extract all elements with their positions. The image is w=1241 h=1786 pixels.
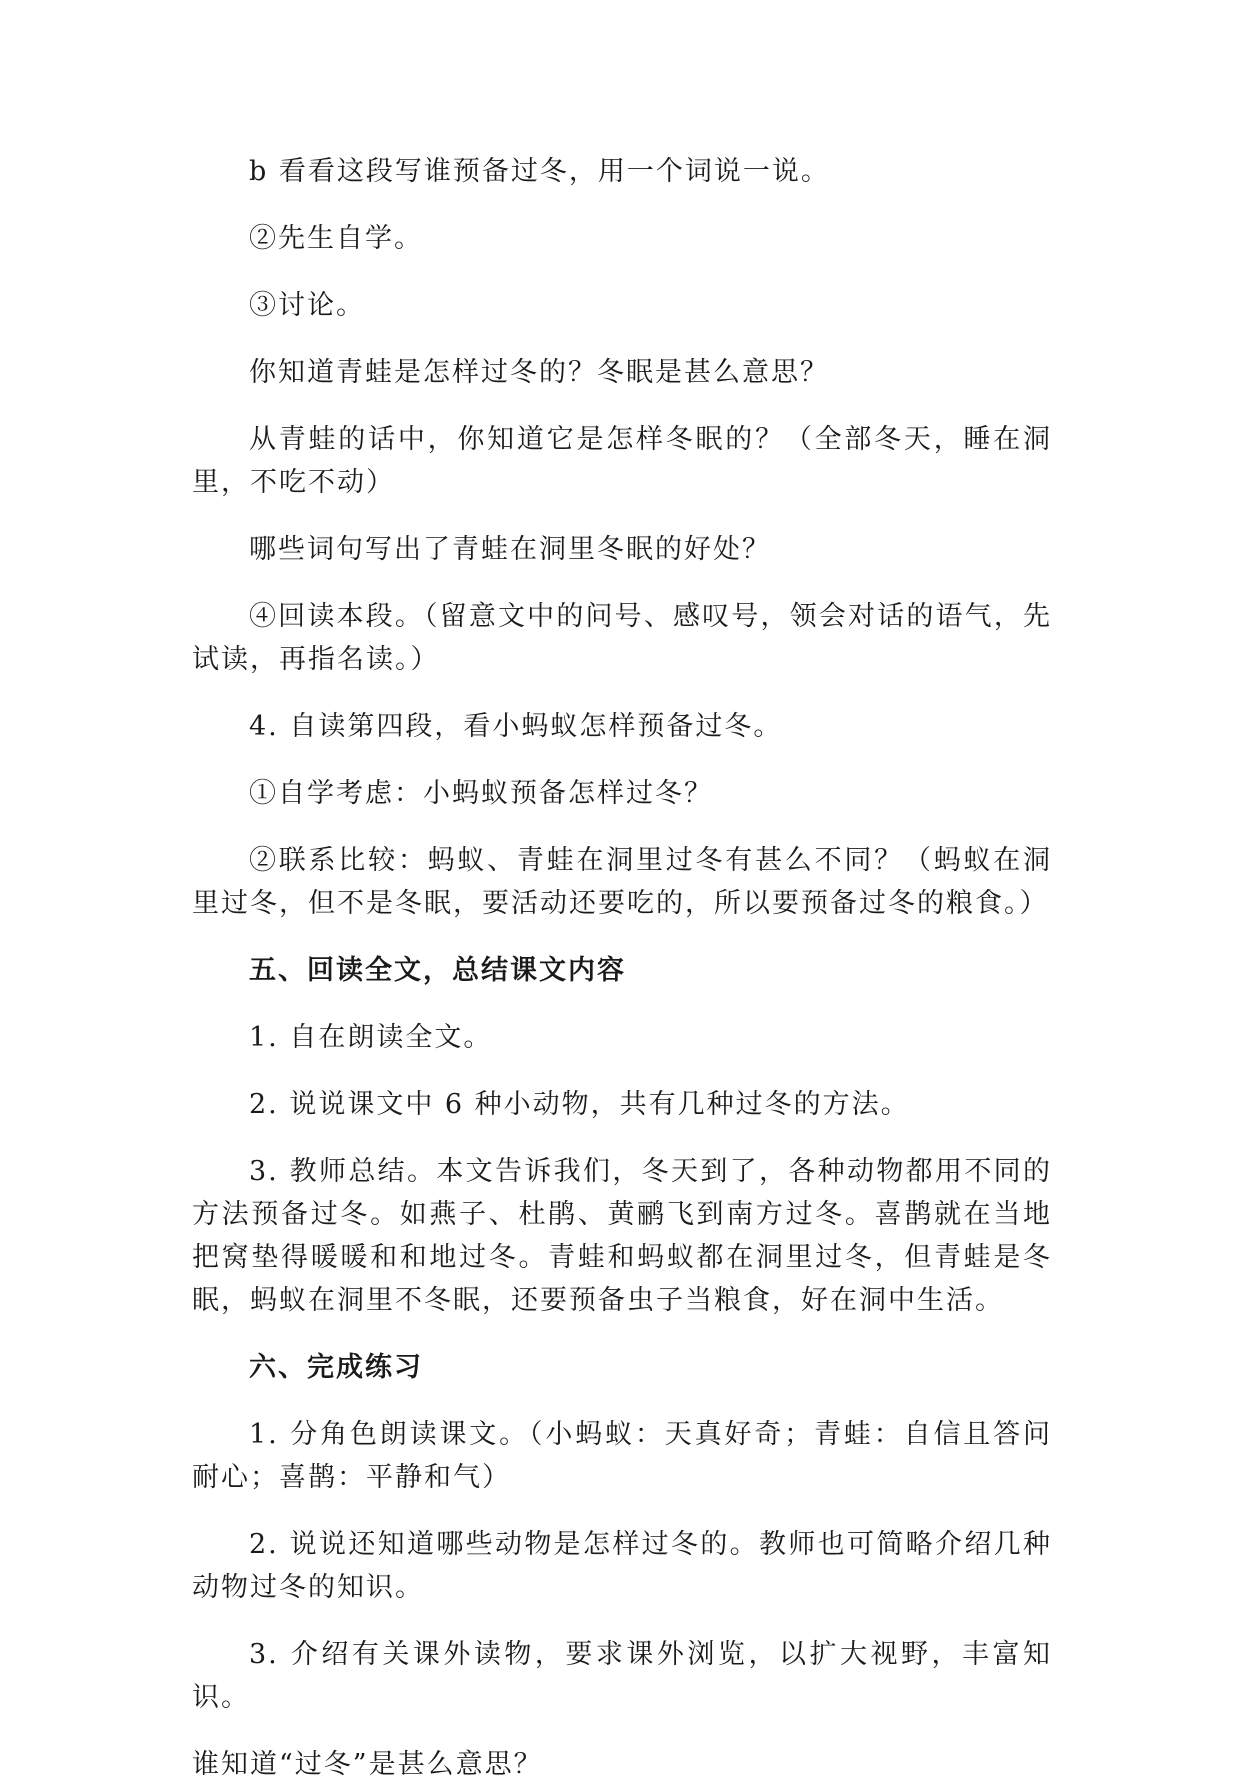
paragraph: ③讨论。 — [249, 290, 365, 321]
paragraph: 1. 自在朗读全文。 — [249, 1022, 493, 1053]
paragraph: b 看看这段写谁预备过冬，用一个词说一说。 — [249, 156, 830, 187]
paragraph: 2. 说说课文中 6 种小动物，共有几种过冬的方法。 — [249, 1089, 910, 1120]
paragraph: ②联系比较：蚂蚁、青蛙在洞里过冬有甚么不同？（蚂蚁在洞里过冬，但不是冬眠，要活动还要吃的，所以要预备过冬的粮食。） — [192, 845, 1052, 919]
paragraph: ④回读本段。（留意文中的问号、感叹号，领会对话的语气，先试读，再指名读。） — [192, 601, 1052, 675]
paragraph: 谁知道“过冬”是甚么意思？ — [192, 1749, 543, 1780]
paragraph: 从青蛙的话中，你知道它是怎样冬眠的？（全部冬天，睡在洞里，不吃不动） — [192, 424, 1052, 498]
paragraph: 哪些词句写出了青蛙在洞里冬眠的好处？ — [249, 534, 771, 565]
paragraph: 1. 分角色朗读课文。（小蚂蚁：天真好奇；青蛙：自信且答问耐心；喜鹊：平静和气） — [192, 1419, 1052, 1493]
paragraph: 4. 自读第四段，看小蚂蚁怎样预备过冬。 — [249, 711, 783, 742]
paragraph: ②先生自学。 — [249, 223, 423, 254]
paragraph: 2. 说说还知道哪些动物是怎样过冬的。教师也可简略介绍几种动物过冬的知识。 — [192, 1529, 1052, 1603]
section-heading: 六、完成练习 — [249, 1352, 423, 1383]
paragraph: 你知道青蛙是怎样过冬的？冬眠是甚么意思？ — [249, 357, 829, 388]
paragraph: 3. 介绍有关课外读物，要求课外浏览，以扩大视野，丰富知识。 — [192, 1639, 1052, 1713]
paragraph: ①自学考虑：小蚂蚁预备怎样过冬？ — [249, 778, 713, 809]
paragraph: 3. 教师总结。本文告诉我们，冬天到了，各种动物都用不同的方法预备过冬。如燕子、杜鹃、黄鹂飞到南方过冬。喜鹊就在当地把窝垫得暖暖和和地过冬。青蛙和蚂蚁都在洞里过冬，但青蛙是冬眠，蚂蚁在洞里不冬眠，还要预备虫子当粮食，好在洞中生活。 — [192, 1156, 1052, 1316]
section-heading: 五、回读全文，总结课文内容 — [249, 955, 626, 986]
document-body — [192, 150, 1052, 1786]
